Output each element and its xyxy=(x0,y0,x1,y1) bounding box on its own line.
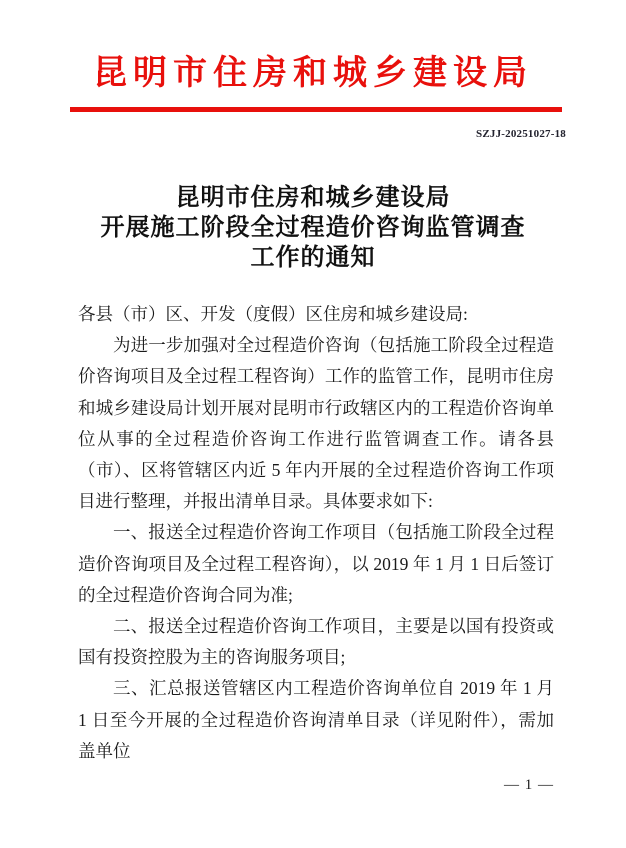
notice-body xyxy=(78,299,554,767)
letterhead-org-name: 昆明市住房和城乡建设局 xyxy=(93,55,533,92)
paragraph-item-2: 二、报送全过程造价咨询工作项目，主要是以国有投资或国有投资控股为主的咨询服务项目; xyxy=(78,616,554,668)
paragraph-item-3: 三、汇总报送管辖区内工程造价咨询单位自 2019 年 1 月 1 日至今开展的全过程造价咨询清单目录（详见附件），需加盖单位 xyxy=(78,678,554,761)
notice-title-line-3: 工作的通知 xyxy=(250,245,376,271)
document-reference-number: SZJJ-20251027-18 xyxy=(476,128,566,140)
salutation-line: 各县（市）区、开发（度假）区住房和城乡建设局: xyxy=(78,304,468,324)
paragraph-item-1: 一、报送全过程造价咨询工作项目（包括施工阶段全过程造价咨询项目及全过程工程咨询），以 2019 年 1 月 1 日后签订的全过程造价咨询合同为准; xyxy=(78,522,554,605)
notice-title-line-1: 昆明市住房和城乡建设局 xyxy=(175,185,451,211)
notice-title-line-2: 开展施工阶段全过程造价咨询监管调查 xyxy=(100,215,526,241)
paragraph-intro: 为进一步加强对全过程造价咨询（包括施工阶段全过程造价咨询项目及全过程工程咨询）工作的监管工作，昆明市住房和城乡建设局计划开展对昆明市行政辖区内的工程造价咨询单位从事的全过程造价咨询工作进行监管调查工作。请各县（市）、区将管辖区内近 5 年内开展的全过程造价咨询工作项目进行整理，并报出清单目录。具体要求如下: xyxy=(78,335,554,512)
notice-title xyxy=(0,183,626,273)
page-number: — 1 — xyxy=(504,777,554,793)
letterhead-double-rule xyxy=(70,107,562,112)
